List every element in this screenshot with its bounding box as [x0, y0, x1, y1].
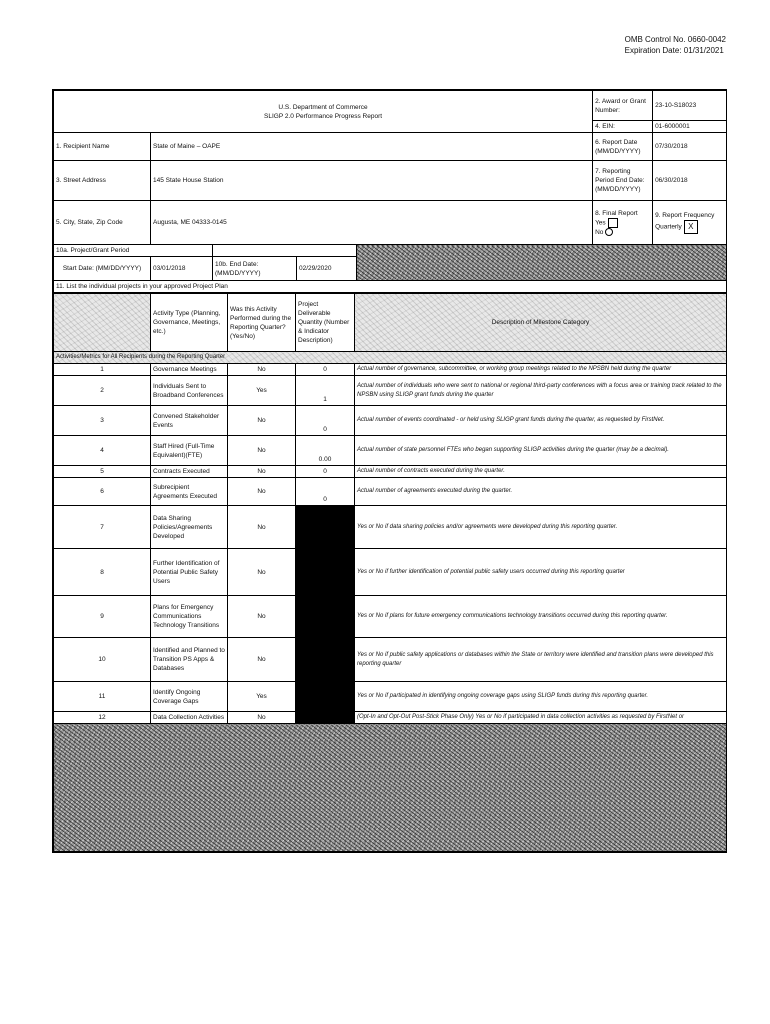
frequency-label: 9. Report Frequency [655, 212, 715, 219]
table-row [54, 549, 727, 596]
row-number: 4 [54, 436, 151, 466]
row-activity: Plans for Emergency Communications Technology Transitions [151, 596, 228, 638]
report-form [52, 89, 727, 853]
final-yes-label: Yes [595, 219, 606, 227]
table-row [54, 466, 727, 478]
table-row [54, 596, 727, 638]
frequency-cell [653, 201, 727, 245]
row-activity: Further Identification of Potential Public Safety Users [151, 549, 228, 596]
street-value: 145 State House Station [151, 161, 593, 201]
row-number: 3 [54, 406, 151, 436]
redacted-quantity-cell [296, 712, 355, 724]
street-label: 3. Street Address [54, 161, 151, 201]
redacted-quantity-cell [296, 506, 355, 549]
final-yes-checkbox[interactable] [608, 218, 618, 228]
row-performed: No [228, 478, 296, 506]
row-description: Actual number of governance, subcommittee, or working group meetings related to the NPSBN held during the quarter [355, 364, 727, 376]
row-description: Yes or No if data sharing policies and/or agreements were developed during this reporting quarter. [355, 506, 727, 549]
row-description: Actual number of contracts executed during the quarter. [355, 466, 727, 478]
row-activity: Contracts Executed [151, 466, 228, 478]
table-row [54, 406, 727, 436]
row-performed: No [228, 436, 296, 466]
redacted-quantity-cell [296, 549, 355, 596]
row-performed: No [228, 712, 296, 724]
row-performed: Yes [228, 376, 296, 406]
omb-block [625, 34, 726, 56]
award-label: 2. Award or Grant Number: [593, 91, 653, 121]
final-report-cell [593, 201, 653, 245]
row-description: Actual number of agreements executed during the quarter. [355, 478, 727, 506]
table-row [54, 638, 727, 682]
row-number: 10 [54, 638, 151, 682]
report-title-line1: U.S. Department of Commerce [278, 103, 368, 111]
row-number: 6 [54, 478, 151, 506]
ein-label: 4. EIN: [593, 121, 653, 133]
final-no-label: No [595, 228, 604, 236]
table-row [54, 506, 727, 549]
table-row [54, 712, 727, 724]
row-activity: Staff Hired (Full-Time Equivalent)(FTE) [151, 436, 228, 466]
final-no-radio[interactable] [605, 228, 613, 236]
start-date-label: Start Date: (MM/DD/YYYY) [54, 257, 151, 281]
report-title [54, 91, 593, 133]
table-row [54, 682, 727, 712]
row-number: 5 [54, 466, 151, 478]
omb-expiration-date: Expiration Date: 01/31/2021 [624, 46, 724, 55]
row-performed: No [228, 506, 296, 549]
recipient-label: 1. Recipient Name [54, 133, 151, 161]
row-activity: Data Sharing Policies/Agreements Developed [151, 506, 228, 549]
end-date-label: 10b. End Date: (MM/DD/YYYY) [213, 257, 297, 281]
row-activity: Data Collection Activities [151, 712, 228, 724]
row-quantity: 0 [296, 406, 355, 436]
row-activity: Identified and Planned to Transition PS Apps & Databases [151, 638, 228, 682]
column-header-description: Description of Milestone Category [355, 294, 727, 352]
column-header-performed: Was this Activity Performed during the Reporting Quarter? (Yes/No) [228, 294, 296, 352]
redacted-quantity-cell [296, 682, 355, 712]
row-number: 12 [54, 712, 151, 724]
row-performed: No [228, 364, 296, 376]
report-date-value: 07/30/2018 [653, 133, 727, 161]
city-value: Augusta, ME 04333-0145 [151, 201, 593, 245]
row-description: Yes or No if plans for future emergency communications technology transitions occurred during this reporting quarter. [355, 596, 727, 638]
row-quantity: 0.00 [296, 436, 355, 466]
row-performed: No [228, 596, 296, 638]
row-description: Actual number of individuals who were sent to national or regional third-party conferences with a focus area or training track related to the NPSBN using SLIGP grant funds during the quarter [355, 376, 727, 406]
row-performed: Yes [228, 682, 296, 712]
ein-value: 01-6000001 [653, 121, 727, 133]
row-description: (Opt-In and Opt-Out Post-Stick Phase Only) Yes or No if participated in data collection activities as requested by FirstNet or [355, 712, 727, 724]
table-row [54, 376, 727, 406]
row-description: Actual number of state personnel FTEs who began supporting SLIGP activities during the quarter (may be a decimal). [355, 436, 727, 466]
redacted-noise-area [357, 245, 727, 281]
start-date-value: 03/01/2018 [151, 257, 213, 281]
city-label: 5. City, State, Zip Code [54, 201, 151, 245]
activities-table [53, 293, 727, 852]
section-label: Activities/Metrics for All Recipients during the Reporting Quarter [54, 352, 727, 364]
period-end-label: 7. Reporting Period End Date: (MM/DD/YYYY) [593, 161, 653, 201]
header-table [53, 90, 727, 293]
row-description: Yes or No if further identification of potential public safety users occurred during this reporting quarter [355, 549, 727, 596]
row-description: Yes or No if public safety applications or databases within the State or territory were identified and transition plans were developed this reporting quarter [355, 638, 727, 682]
row-quantity: 0 [296, 478, 355, 506]
redacted-quantity-cell [296, 596, 355, 638]
project-period-blank [213, 245, 357, 257]
row-activity: Convened Stakeholder Events [151, 406, 228, 436]
project-period-label: 10a. Project/Grant Period [54, 245, 213, 257]
row-performed: No [228, 549, 296, 596]
row-activity: Individuals Sent to Broadband Conferences [151, 376, 228, 406]
row-quantity: 0 [296, 364, 355, 376]
final-report-label: 8. Final Report [595, 209, 638, 217]
redacted-quantity-cell [296, 638, 355, 682]
project-list-label: 11. List the individual projects in your approved Project Plan [54, 281, 727, 293]
row-description: Yes or No if participated in identifying ongoing coverage gaps using SLIGP funds during this reporting quarter. [355, 682, 727, 712]
row-number: 8 [54, 549, 151, 596]
table-row [54, 364, 727, 376]
row-description: Actual number of events coordinated - or held using SLIGP grant funds during the quarter, as requested by FirstNet. [355, 406, 727, 436]
report-title-line2: SLIGP 2.0 Performance Progress Report [264, 112, 383, 120]
row-number: 9 [54, 596, 151, 638]
column-header-activity: Activity Type (Planning, Governance, Meetings, etc.) [151, 294, 228, 352]
column-header-number [54, 294, 151, 352]
row-performed: No [228, 638, 296, 682]
row-quantity: 1 [296, 376, 355, 406]
row-activity: Identify Ongoing Coverage Gaps [151, 682, 228, 712]
row-number: 7 [54, 506, 151, 549]
table-row [54, 478, 727, 506]
row-activity: Governance Meetings [151, 364, 228, 376]
redacted-bottom-area [54, 724, 727, 852]
row-performed: No [228, 406, 296, 436]
frequency-checkbox[interactable]: X [684, 220, 698, 234]
row-quantity: 0 [296, 466, 355, 478]
period-end-value: 06/30/2018 [653, 161, 727, 201]
column-header-quantity: Project Deliverable Quantity (Number & Indicator Description) [296, 294, 355, 352]
row-number: 1 [54, 364, 151, 376]
report-date-label: 6. Report Date (MM/DD/YYYY) [593, 133, 653, 161]
end-date-value: 02/29/2020 [297, 257, 357, 281]
table-row [54, 436, 727, 466]
award-value: 23-10-S18023 [653, 91, 727, 121]
omb-control-number: OMB Control No. 0660-0042 [624, 35, 726, 44]
row-number: 2 [54, 376, 151, 406]
frequency-value: Quarterly [655, 223, 682, 231]
recipient-value: State of Maine – OAPE [151, 133, 593, 161]
row-activity: Subrecipient Agreements Executed [151, 478, 228, 506]
row-number: 11 [54, 682, 151, 712]
row-performed: No [228, 466, 296, 478]
